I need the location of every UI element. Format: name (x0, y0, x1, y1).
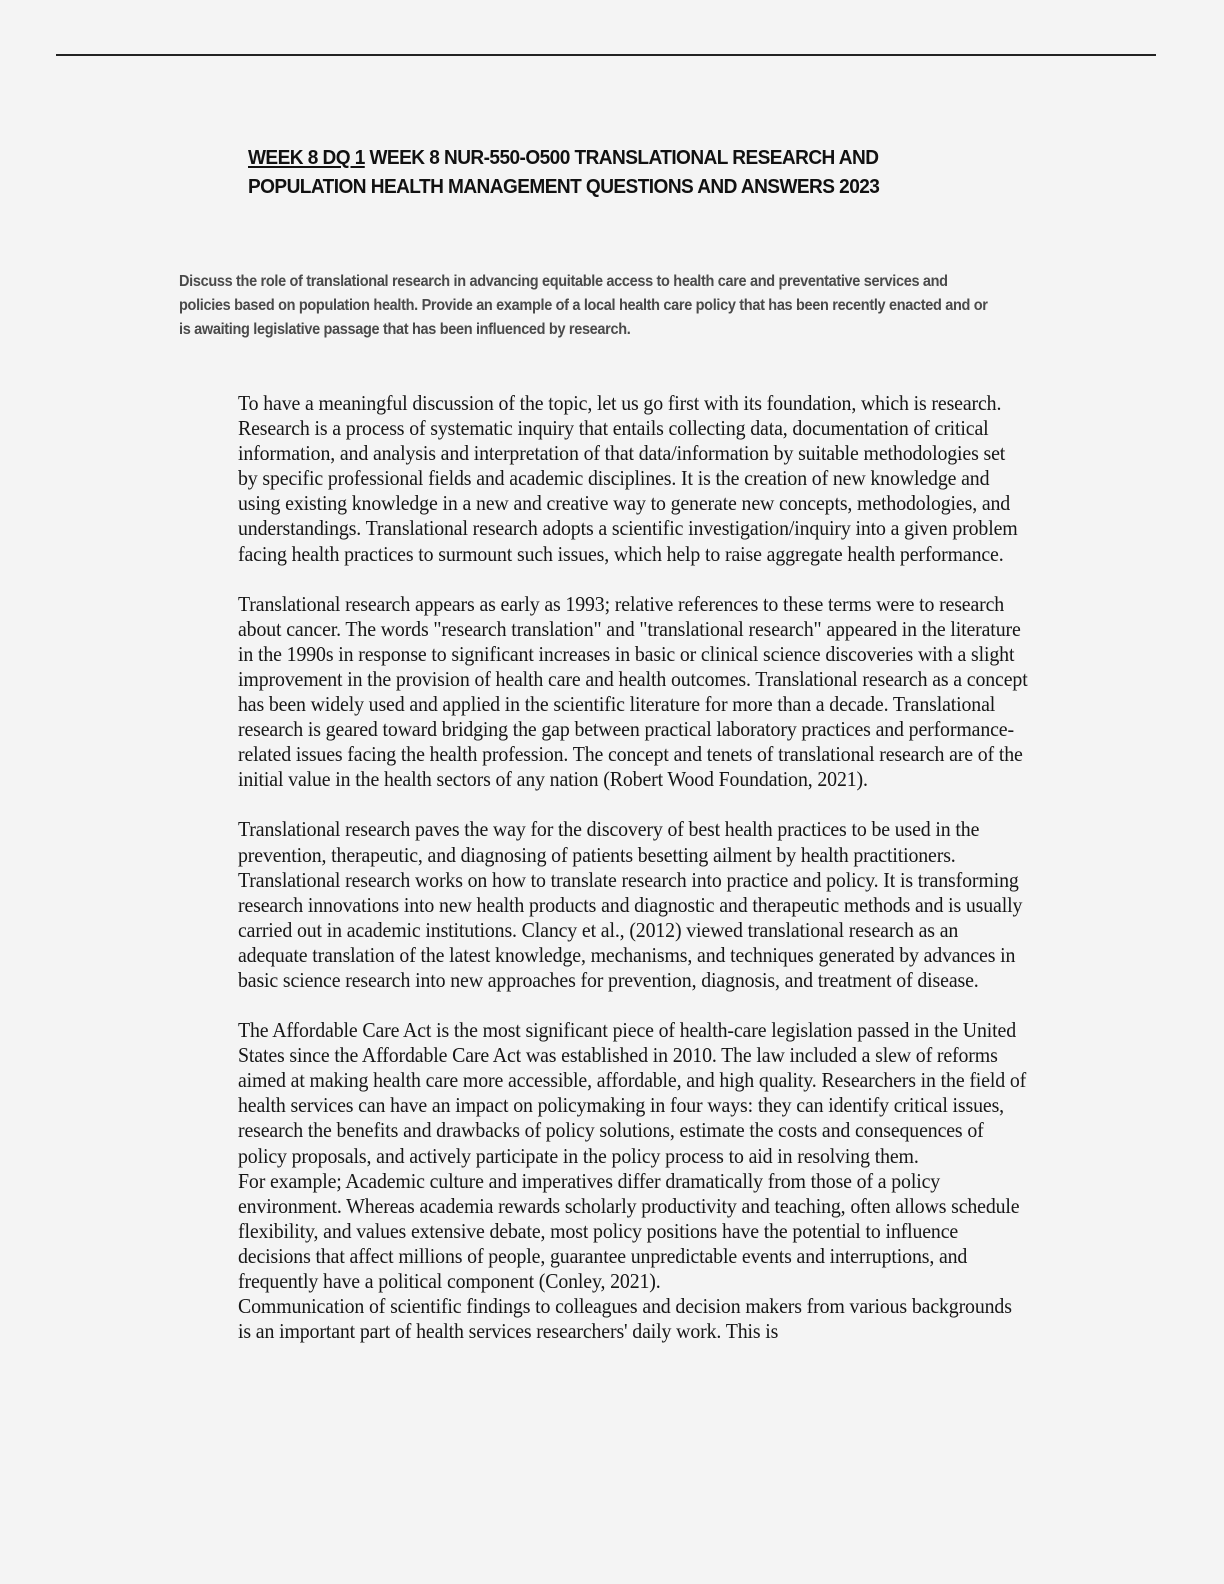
title-week-label: WEEK 8 DQ 1 (248, 146, 365, 169)
paragraph-communication: Communication of scientific findings to colleagues and decision makers from various backgrounds is an important part of health services researchers' daily work. This is (238, 1296, 1012, 1344)
header-rule (56, 54, 1156, 56)
paragraph-history: Translational research appears as early as 1993; relative references to these terms were to research about cancer. The words "research translation" and "translational research" appeared in the literature in the 1990s in response to significant increases in basic or clinical science discoveries with a slight improvement in the provision of health care and health outcomes. Translational research as a concept has been widely used and applied in the scientific literature for more than a decade. Translational research is geared toward bridging the gap between practical laboratory practices and performance-related issues facing the health profession. The concept and tenets of translational research are of the initial value in the health sectors of any nation (Robert Wood Foundation, 2021). (238, 593, 1028, 792)
paragraph-research-foundation: To have a meaningful discussion of the topic, let us go first with its foundation, which is research. Research is a process of systematic inquiry that entails collecting data, documentation of critical information, and analysis and interpretation of that data/information by suitable methodologies set by specific professional fields and academic disciplines. It is the creation of new knowledge and using existing knowledge in a new and creative way to generate new concepts, methodologies, and understandings. Translational research adopts a scientific investigation/inquiry into a given problem facing health practices to surmount such issues, which help to raise aggregate health performance. (238, 393, 1018, 566)
paragraph-best-practices: Translational research paves the way for the discovery of best health practices to be used in the prevention, therapeutic, and diagnosing of patients besetting ailment by health practitioners. Translational research works on how to translate research into practice and policy. It is transforming research innovations into new health products and diagnostic and therapeutic methods and is usually carried out in academic institutions. Clancy et al., (2012) viewed translational research as an adequate translation of the latest knowledge, mechanisms, and techniques generated by advances in basic science research into new approaches for prevention, diagnosis, and treatment of disease. (238, 819, 1023, 992)
answer-body (238, 392, 1029, 1345)
paragraph-example: For example; Academic culture and imperatives differ dramatically from those of a policy environment. Whereas academia rewards scholarly productivity and teaching, often allows schedule flexibility, and values extensive debate, most policy positions have the potential to influence decisions that affect millions of people, guarantee unpredictable events and interruptions, and frequently have a political component (Conley, 2021). (238, 1170, 1020, 1293)
title-text: WEEK 8 NUR-550-O500 TRANSLATIONAL RESEARCH AND POPULATION HEALTH MANAGEMENT QUESTIONS AND ANSWERS 2023 (248, 146, 880, 198)
page-title (248, 143, 992, 201)
discussion-prompt: Discuss the role of translational research in advancing equitable access to health care and preventative services and policies based on population health. Provide an example of a local health care policy that has been recently enacted and or is awaiting legislative passage that has been influenced by research. (179, 273, 988, 339)
paragraph-affordable-care-act: The Affordable Care Act is the most significant piece of health-care legislation passed in the United States since the Affordable Care Act was established in 2010. The law included a slew of reforms aimed at making health care more accessible, affordable, and high quality. Researchers in the field of health services can have an impact on policymaking in four ways: they can identify critical issues, research the benefits and drawbacks of policy solutions, estimate the costs and consequences of policy proposals, and actively participate in the policy process to aid in resolving them. (238, 1020, 1027, 1168)
